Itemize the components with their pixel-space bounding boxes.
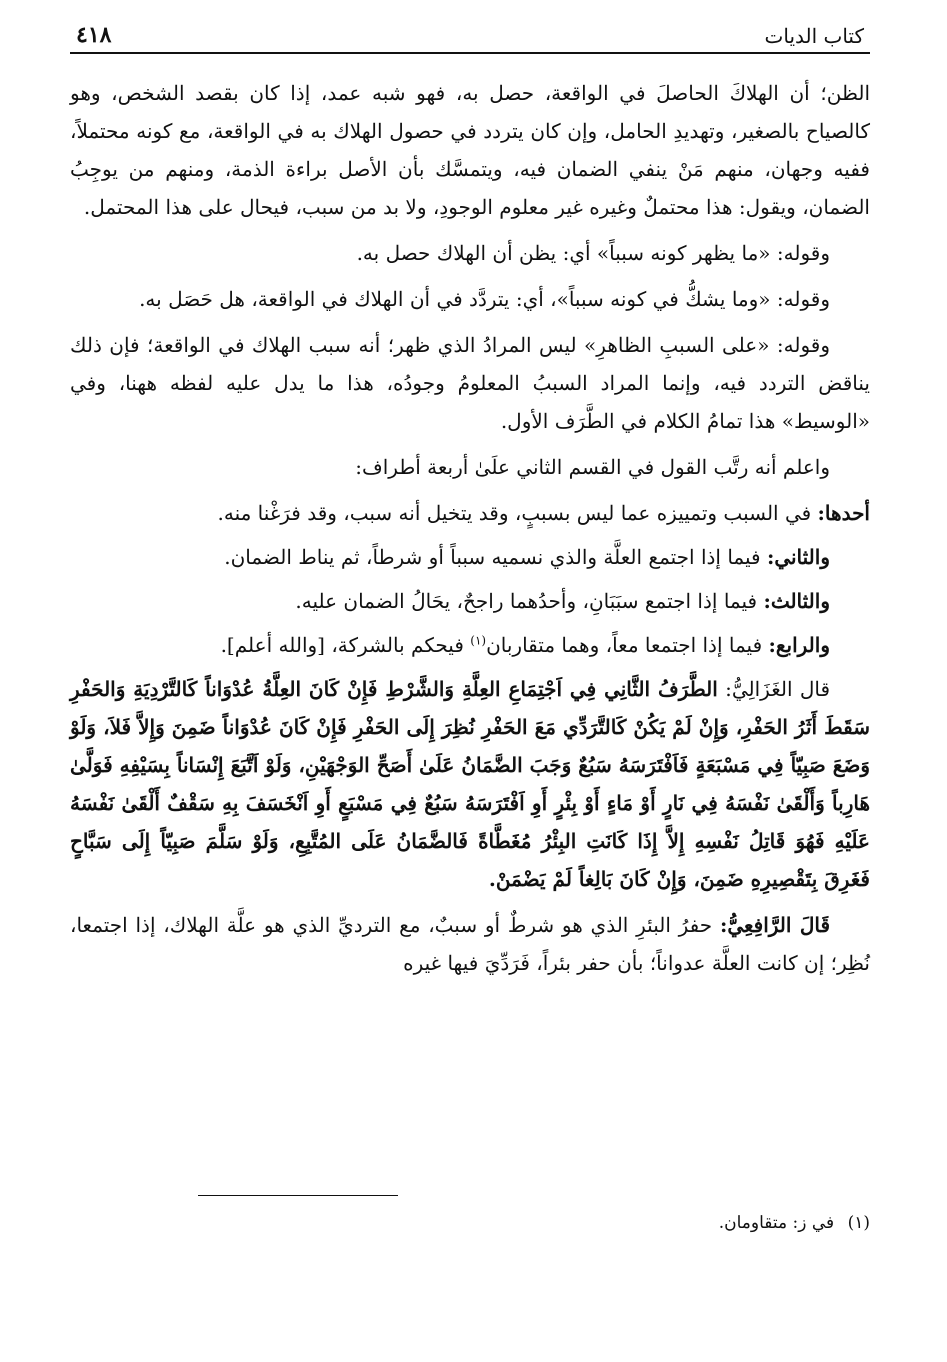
paragraph-3: وقوله: «وما يشكُّ في كونه سبباً»، أي: يتردَّد في أن الهلاك في الواقعة، هل حَصَل به. <box>139 287 830 311</box>
outline-item-1 <box>70 494 870 532</box>
outline-label: والثاني: <box>766 545 830 569</box>
footnote-text: في ز: متقاومان. <box>718 1213 835 1233</box>
page-number: ٤١٨ <box>76 22 112 48</box>
footnote <box>719 1208 870 1238</box>
outline-text: في السبب وتمييزه عما ليس بسببٍ، وقد يتخيل أنه سبب، وقد فرَغْنا منه. <box>217 501 812 525</box>
outline-text: فيما إذا اجتمع سبَبَانِ، وأحدُهما راجحٌ، يحَالُ الضمان عليه. <box>295 589 758 613</box>
outline-label: أحدها: <box>817 501 870 525</box>
outline-label: والرابع: <box>768 633 830 657</box>
ghazali-passage <box>70 670 870 898</box>
paragraph-1: الظن؛ أن الهلاكَ الحاصلَ في الواقعة، حصل به، فهو شبه عمد، إذا كان بقصد الشخص، وهو كالصياح بالصغير، وتهديدِ الحامل، وإن كان يتردد في حصول الهلاك به في الواقعة، مع كونه محتملاً، ففيه وجهان، منهم مَنْ ينفي الضمان فيه، ويتمسَّك بأن الأصل براءة الذمة، ومنهم من يوجِبُ الضمان، ويقول: هذا محتملٌ وغيره غير معلوم الوجودِ، ولا بد من سبب، فيحال على هذا المحتمل. <box>70 81 870 219</box>
outline-text: فيما إذا اجتمعا معاً، وهما متقاربان <box>486 633 763 657</box>
running-title: كتاب الديات <box>764 24 864 48</box>
book-page <box>70 12 870 990</box>
paragraph-2: وقوله: «ما يظهر كونه سبباً» أي: يظن أن الهلاك حصل به. <box>356 241 830 265</box>
outline-text-tail: فيحكم بالشركة، [والله أعلم]. <box>220 633 471 657</box>
ghazali-label: قال الغَزَالِيُّ: <box>725 677 831 701</box>
outline-item-4 <box>70 626 870 664</box>
paragraph-4: وقوله: «على السببِ الظاهرِ» ليس المرادُ الذي ظهر؛ أنه سبب الهلاك في الواقعة؛ فإن ذلك يناقض التردد فيه، وإنما المراد السببُ المعلومُ وجودُه، هذا ما يدل عليه لفظه ههنا، وفي «الوسيط» هذا تمامُ الكلام في الطَّرَف الأول. <box>70 333 870 433</box>
ghazali-text: الطَّرَفُ الثَّانِي فِي اَجْتِمَاعِ العِلَّةِ وَالشَّرْطِ فَإِنْ كَانَ العِلَّةُ عُدْوَاناً كَالتَّرْدِيَةِ وَالحَفْرِ سَقَطَ أَثَرُ الحَفْرِ، وَإِنْ لَمْ يَكُنْ كَالتَّرَدِّي مَعَ الحَفْرِ نُظِرَ إِلَى الحَفْرِ فَإِنْ كَانَ عُدْوَاناً ضَمِنَ وَإِلاَّ فَلاَ، وَلَوْ وَضَعَ صَبِيّاً فِي مَسْبَعَةٍ فَاَفْتَرَسَهُ سَبُعٌ وَجَبَ الضَّمَانُ عَلَىٰ أَصَحِّ الوَجْهَيْنِ، وَلَوْ اَتَّبَعَ إِنْسَاناً بِسَيْفِهِ فَوَلَّىٰ هَارِباً وَأَلْقَىٰ نَفْسَهُ فِي نَارٍ أَوْ مَاءٍ أَوْ بِئْرٍ أَوِ اَفْتَرَسَهُ سَبُعٌ فِي مَسْبَعٍ أَوِ اَنْخَسَفَ بِهِ سَقْفٌ أَلْقَىٰ نَفْسَهُ عَلَيْهِ فَهُوَ قَاتِلُ نَفْسِهِ إِلاَّ إِذَا كَانَتِ البِئْرُ مُغَطَّاةً فَالضَّمَانُ عَلَى المُتَّبِعِ، وَلَوْ سَلَّمَ صَبِيّاً إِلَى سَبَّاحٍ فَغَرِقَ بِتَقْصِيرِهِ ضَمِنَ، وَإِنْ كَانَ بَالِغاً لَمْ يَضْمَنْ. <box>70 677 870 891</box>
footnote-rule <box>198 1195 398 1196</box>
rafii-label: قَالَ الرَّافِعِيُّ: <box>719 913 831 937</box>
rafii-passage <box>70 906 870 982</box>
rafii-text: حفرُ البئرِ الذي هو شرطٌ أو سببٌ، مع الترديِّ الذي هو علَّة الهلاك، إذا اجتمعا، نُظِر؛ إن كانت العلَّة عدواناً؛ بأن حفر بئراً، فَرَدِّيَ فيها غيره <box>70 913 870 975</box>
outline-label: والثالث: <box>763 589 830 613</box>
page-header <box>70 12 870 48</box>
footnote-reference: (١) <box>470 633 487 648</box>
outline-text: فيما إذا اجتمع العلَّة والذي نسميه سبباً أو شرطاً، ثم يناط الضمان. <box>224 545 761 569</box>
outline-item-3 <box>70 582 870 620</box>
outline-item-2 <box>70 538 870 576</box>
header-rule <box>70 52 870 54</box>
paragraph-5: واعلم أنه رتَّب القول في القسم الثاني علَىٰ أربعة أطراف: <box>355 455 830 479</box>
footnote-marker: (١) <box>847 1213 870 1233</box>
